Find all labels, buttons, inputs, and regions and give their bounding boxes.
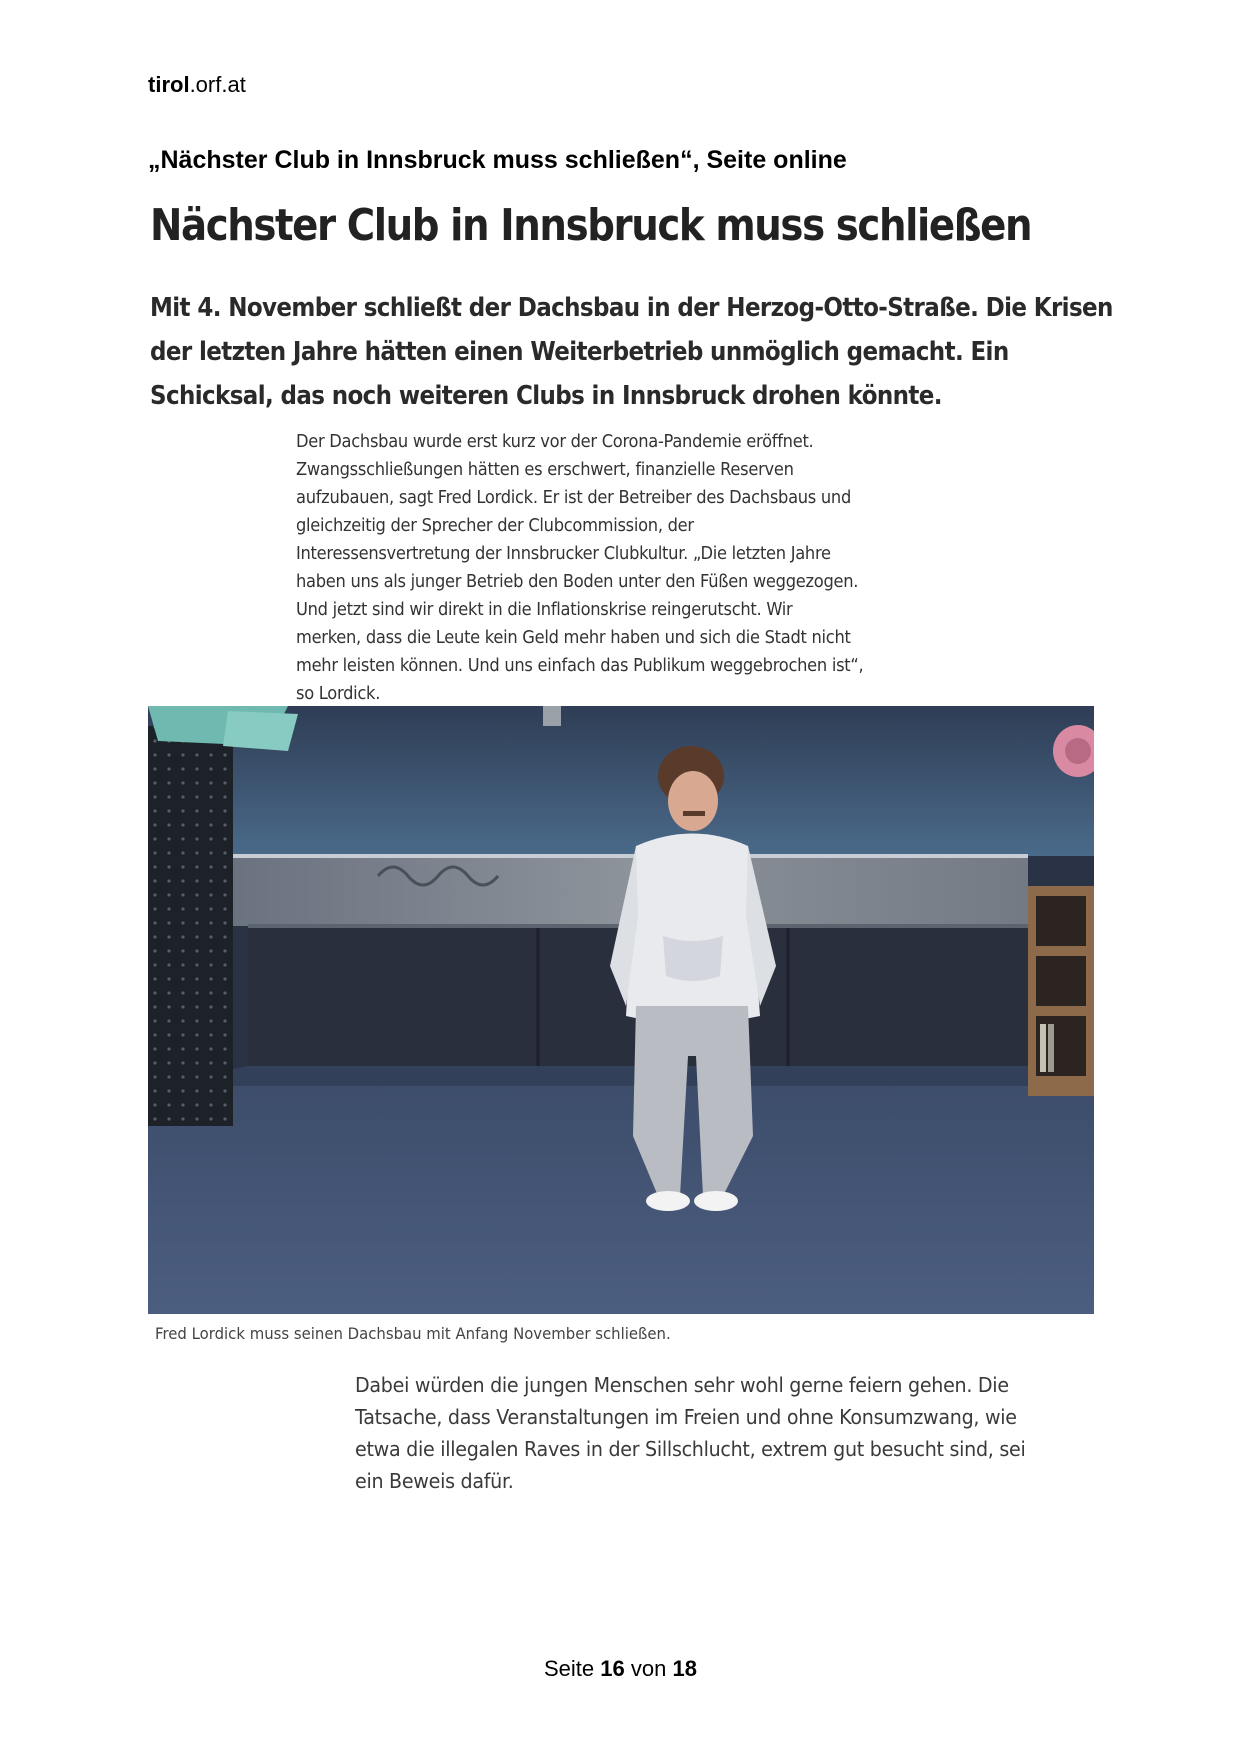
current-page: 16: [600, 1656, 625, 1681]
lead-line: Mit 4. November schließt der Dachsbau in der Herzog-Otto-Straße. Die Krisen: [150, 293, 1113, 323]
page-prefix: Seite: [544, 1656, 595, 1681]
body-line: Und jetzt sind wir direkt in die Inflationskrise reingerutscht. Wir: [296, 600, 793, 620]
body-line: merken, dass die Leute kein Geld mehr haben und sich die Stadt nicht: [296, 628, 851, 648]
body-line: Dabei würden die jungen Menschen sehr wohl gerne feiern gehen. Die: [355, 1373, 1009, 1397]
photo-caption: Fred Lordick muss seinen Dachsbau mit Anfang November schließen.: [155, 1324, 671, 1343]
body-line: Tatsache, dass Veranstaltungen im Freien und ohne Konsumzwang, wie: [355, 1405, 1017, 1429]
body-line: Zwangsschließungen hätten es erschwert, finanzielle Reserven: [296, 460, 794, 480]
body-line: Der Dachsbau wurde erst kurz vor der Corona-Pandemie eröffnet.: [296, 432, 814, 452]
body-line: so Lordick.: [296, 684, 381, 704]
body-line: mehr leisten können. Und uns einfach das Publikum weggebrochen ist“,: [296, 656, 864, 676]
lead-line: der letzten Jahre hätten einen Weiterbetrieb unmöglich gemacht. Ein: [150, 337, 1009, 367]
article-title: Nächster Club in Innsbruck muss schließen: [150, 200, 1032, 251]
body-line: Interessensvertretung der Innsbrucker Clubkultur. „Die letzten Jahre: [296, 544, 831, 564]
source-label: [148, 72, 246, 98]
source-label-domain: .orf.at: [189, 72, 246, 97]
page-number: [0, 1656, 1241, 1682]
article-lead: [150, 286, 1113, 418]
body-line: etwa die illegalen Raves in der Sillschlucht, extrem gut besucht sind, sei: [355, 1437, 1026, 1461]
body-line: gleichzeitig der Sprecher der Clubcommission, der: [296, 516, 694, 536]
document-heading: „Nächster Club in Innsbruck muss schließen“, Seite online: [148, 146, 847, 174]
body-line: aufzubauen, sagt Fred Lordick. Er ist der Betreiber des Dachsbaus und: [296, 488, 852, 508]
article-body-second: [355, 1369, 1062, 1497]
article-body-first: [296, 428, 928, 708]
page-middle: von: [630, 1656, 667, 1681]
article-photo: [148, 706, 1094, 1314]
body-line: ein Beweis dafür.: [355, 1469, 514, 1493]
total-pages: 18: [672, 1656, 697, 1681]
club-interior-illustration: [148, 706, 1094, 1314]
lead-line: Schicksal, das noch weiteren Clubs in Innsbruck drohen könnte.: [150, 381, 942, 411]
source-label-bold: tirol: [148, 72, 190, 97]
body-line: haben uns als junger Betrieb den Boden unter den Füßen weggezogen.: [296, 572, 859, 592]
